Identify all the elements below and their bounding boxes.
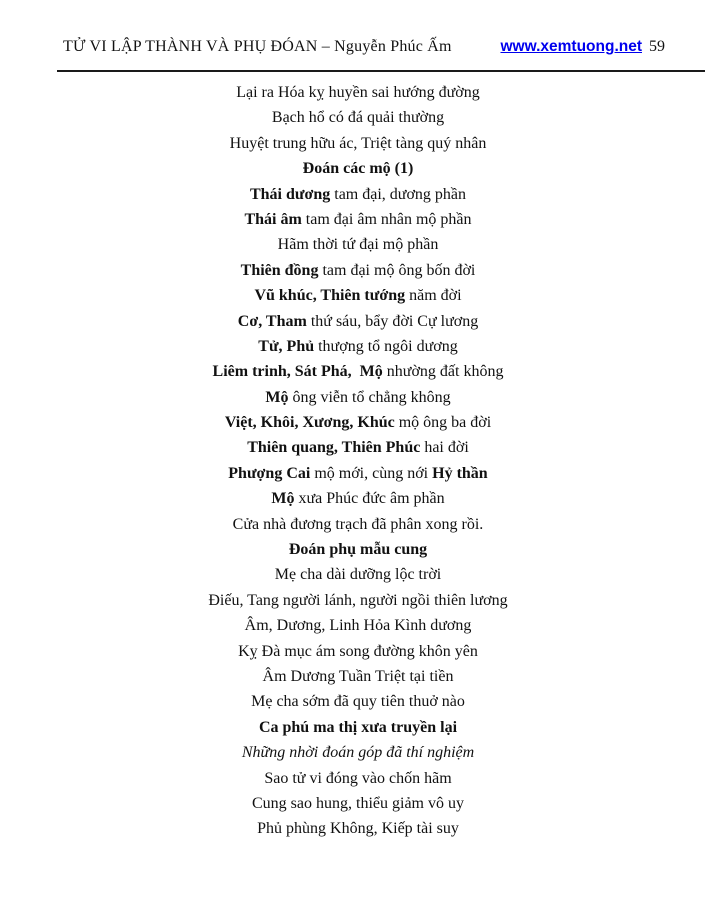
text-segment: Lại ra Hóa kỵ huyền sai hướng đường	[236, 84, 480, 101]
header-right	[500, 38, 665, 56]
text-segment: Mẹ cha dài dưỡng lộc trời	[274, 566, 442, 584]
text-segment: Vũ khúc, Thiên tướng	[254, 287, 406, 305]
text-segment: mộ mới, cùng nới	[310, 464, 433, 482]
text-segment: Đoán phụ mẫu cung	[288, 541, 428, 559]
poem-line	[11, 309, 705, 334]
text-segment: nhường đất không	[382, 363, 504, 381]
poem-line	[11, 639, 705, 664]
text-segment: tam đại âm nhân mộ phần	[301, 210, 472, 228]
poem-line	[11, 80, 705, 105]
poem-line	[11, 385, 705, 410]
text-segment: Bạch hổ có đá quải thường	[271, 109, 445, 127]
poem-line	[11, 816, 705, 841]
text-segment: xưa Phúc đức âm phần	[294, 490, 445, 508]
poem-line	[11, 435, 705, 460]
text-segment: Mộ	[271, 490, 295, 508]
text-segment: Thiên đồng	[240, 261, 319, 279]
poem-line	[11, 486, 705, 511]
poem-line	[11, 105, 705, 130]
poem-line	[11, 283, 705, 308]
text-segment: Cung sao hung, thiểu giảm vô uy	[252, 794, 464, 812]
page-header	[63, 38, 665, 56]
text-segment: tam đại mộ ông bốn đời	[318, 261, 476, 279]
text-segment: tam đại, dương phần	[330, 185, 467, 203]
poem-line	[11, 664, 705, 689]
text-segment: thượng tổ ngôi dương	[314, 337, 458, 355]
poem-line	[11, 512, 705, 537]
text-segment: Hãm thời tứ đại mộ phần	[277, 236, 439, 254]
text-segment: Sao tử vi đóng vào chốn hãm	[264, 769, 452, 787]
text-segment: Phượng Cai	[228, 464, 311, 482]
poem-line	[11, 766, 705, 791]
poem-line	[11, 715, 705, 740]
poem-line	[11, 562, 705, 587]
text-segment: Liêm trinh, Sát Phá, Mộ	[212, 363, 383, 381]
text-segment: hai đời	[420, 439, 469, 457]
text-segment: thứ sáu, bẩy đời Cự lương	[306, 312, 479, 330]
poem-line	[11, 689, 705, 714]
text-segment: Âm Dương Tuần Triệt tại tiền	[262, 667, 454, 685]
book-title: TỬ VI LẬP THÀNH VÀ PHỤ ĐÓAN – Nguyễn Phúc Ấm	[63, 38, 452, 55]
header-divider	[57, 70, 705, 72]
text-segment: Cửa nhà đương trạch đã phân xong rồi.	[232, 515, 484, 533]
poem-line	[11, 258, 705, 283]
text-segment: Điếu, Tang người lánh, người ngồi thiên lương	[208, 591, 508, 609]
text-segment: Phủ phùng Không, Kiếp tài suy	[257, 820, 459, 838]
poem-line	[11, 182, 705, 207]
poem-line	[11, 410, 705, 435]
text-segment: ông viễn tổ chẳng không	[288, 388, 451, 406]
text-segment: Mẹ cha sớm đã quy tiên thuở nào	[251, 693, 465, 711]
poem-line	[11, 461, 705, 486]
text-segment: Cơ, Tham	[237, 312, 307, 330]
poem-line	[11, 207, 705, 232]
poem-line	[11, 359, 705, 384]
text-segment: Huyệt trung hữu ác, Triệt tàng quý nhân	[229, 134, 487, 152]
section-heading	[11, 156, 705, 181]
text-segment: Thiên quang, Thiên Phúc	[247, 439, 421, 457]
text-segment: năm đời	[405, 287, 462, 305]
text-segment: Thái âm	[244, 210, 302, 228]
text-segment: Đoán các mộ (1)	[302, 160, 414, 178]
text-segment: mộ ông ba đời	[394, 414, 492, 432]
poem-body	[0, 80, 705, 842]
text-segment: Việt, Khôi, Xương, Khúc	[224, 414, 395, 432]
text-segment: Tử, Phủ	[258, 337, 315, 355]
poem-line	[11, 131, 705, 156]
text-segment: Âm, Dương, Linh Hỏa Kình dương	[244, 617, 472, 635]
poem-line	[11, 791, 705, 816]
website-link[interactable]: www.xemtuong.net	[500, 38, 642, 55]
poem-line	[11, 334, 705, 359]
poem-line	[11, 232, 705, 257]
section-heading	[11, 537, 705, 562]
poem-line	[11, 588, 705, 613]
text-segment: Ca phú ma thị xưa truyền lại	[258, 718, 458, 736]
text-segment: Mộ	[265, 388, 289, 406]
page-number: 59	[649, 38, 665, 55]
poem-line	[11, 740, 705, 765]
poem-line	[11, 613, 705, 638]
text-segment: Thái dương	[249, 185, 331, 203]
text-segment: Những nhời đoán góp đã thí nghiệm	[241, 744, 475, 762]
text-segment: Kỵ Đà mục ám song đường khôn yên	[238, 642, 478, 660]
text-segment: Hỷ thần	[432, 464, 488, 482]
